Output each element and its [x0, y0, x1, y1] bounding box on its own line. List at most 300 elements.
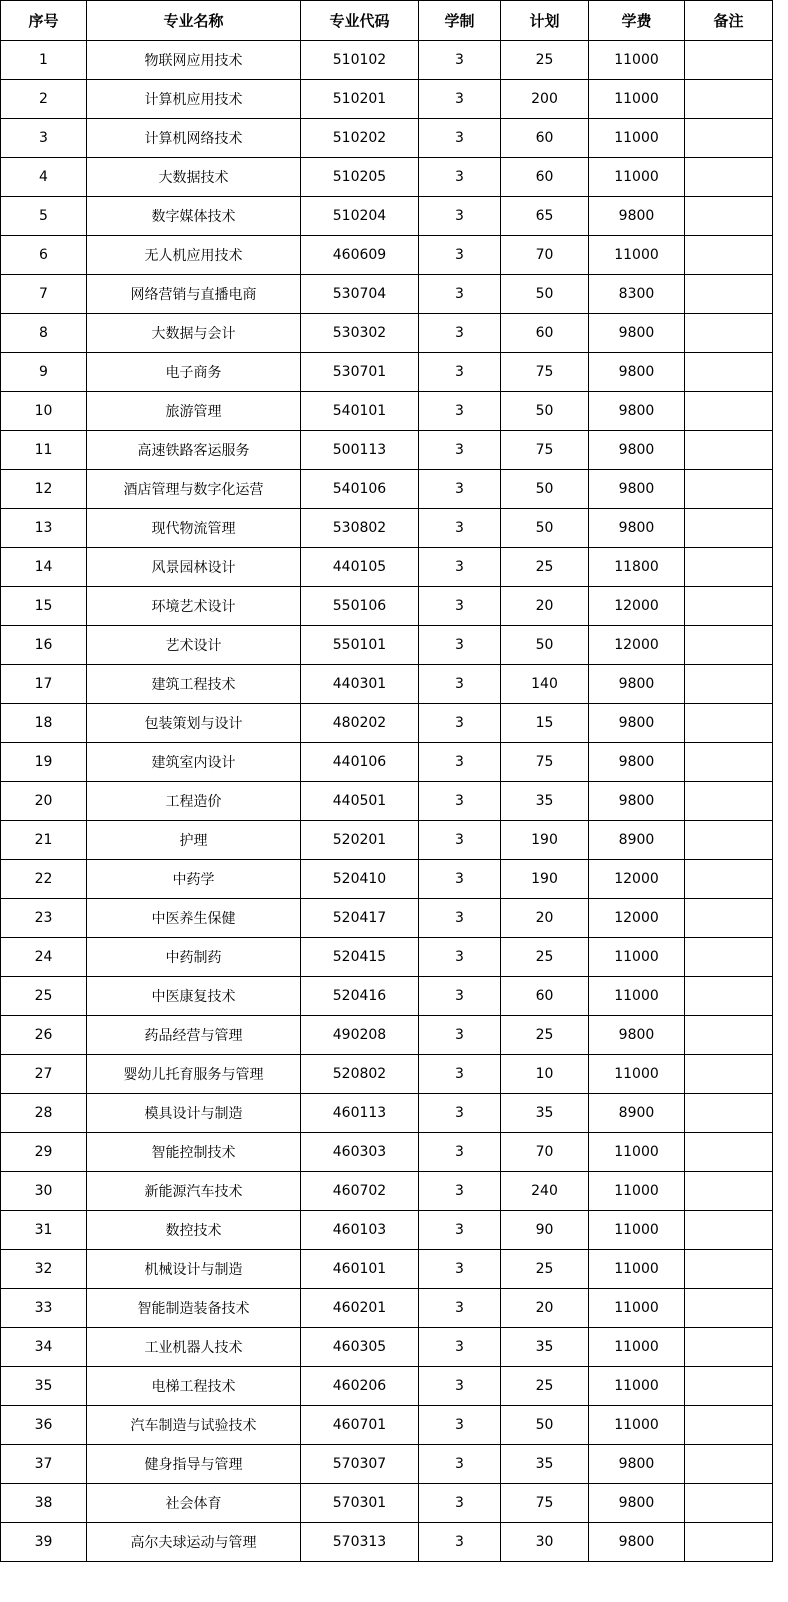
cell-serial-number: 36 — [1, 1406, 87, 1445]
cell-remarks — [685, 1250, 773, 1289]
table-row — [1, 1172, 773, 1211]
cell-tuition: 12000 — [589, 860, 685, 899]
cell-duration: 3 — [419, 1055, 501, 1094]
cell-plan: 190 — [501, 821, 589, 860]
cell-duration: 3 — [419, 1250, 501, 1289]
cell-serial-number: 19 — [1, 743, 87, 782]
cell-tuition: 11000 — [589, 80, 685, 119]
cell-duration: 3 — [419, 353, 501, 392]
cell-major-name: 电子商务 — [87, 353, 301, 392]
cell-major-code: 530704 — [301, 275, 419, 314]
table-row — [1, 938, 773, 977]
cell-major-name: 艺术设计 — [87, 626, 301, 665]
cell-duration: 3 — [419, 431, 501, 470]
cell-serial-number: 26 — [1, 1016, 87, 1055]
cell-serial-number: 3 — [1, 119, 87, 158]
cell-major-code: 510204 — [301, 197, 419, 236]
cell-serial-number: 5 — [1, 197, 87, 236]
cell-duration: 3 — [419, 1328, 501, 1367]
cell-tuition: 9800 — [589, 509, 685, 548]
header-duration: 学制 — [419, 1, 501, 41]
cell-remarks — [685, 1445, 773, 1484]
cell-remarks — [685, 236, 773, 275]
cell-major-name: 酒店管理与数字化运营 — [87, 470, 301, 509]
table-row — [1, 626, 773, 665]
table-row — [1, 704, 773, 743]
cell-plan: 50 — [501, 392, 589, 431]
cell-serial-number: 21 — [1, 821, 87, 860]
cell-major-name: 中医康复技术 — [87, 977, 301, 1016]
cell-major-name: 大数据技术 — [87, 158, 301, 197]
cell-tuition: 9800 — [589, 1484, 685, 1523]
cell-remarks — [685, 353, 773, 392]
table-row — [1, 821, 773, 860]
cell-duration: 3 — [419, 1406, 501, 1445]
cell-tuition: 9800 — [589, 392, 685, 431]
cell-plan: 25 — [501, 938, 589, 977]
table-row — [1, 431, 773, 470]
cell-serial-number: 6 — [1, 236, 87, 275]
cell-major-code: 530701 — [301, 353, 419, 392]
table-row — [1, 158, 773, 197]
cell-remarks — [685, 197, 773, 236]
cell-major-code: 510102 — [301, 41, 419, 80]
cell-remarks — [685, 509, 773, 548]
cell-major-code: 520201 — [301, 821, 419, 860]
table-row — [1, 1094, 773, 1133]
cell-major-name: 网络营销与直播电商 — [87, 275, 301, 314]
cell-duration: 3 — [419, 743, 501, 782]
table-row — [1, 977, 773, 1016]
cell-duration: 3 — [419, 1211, 501, 1250]
table-row — [1, 1016, 773, 1055]
cell-duration: 3 — [419, 782, 501, 821]
cell-major-name: 计算机网络技术 — [87, 119, 301, 158]
table-row — [1, 665, 773, 704]
table-row — [1, 1289, 773, 1328]
cell-plan: 200 — [501, 80, 589, 119]
table-row — [1, 1484, 773, 1523]
cell-remarks — [685, 119, 773, 158]
cell-tuition: 12000 — [589, 626, 685, 665]
cell-tuition: 11000 — [589, 1289, 685, 1328]
cell-plan: 240 — [501, 1172, 589, 1211]
cell-major-name: 建筑工程技术 — [87, 665, 301, 704]
cell-remarks — [685, 938, 773, 977]
cell-major-name: 风景园林设计 — [87, 548, 301, 587]
cell-plan: 50 — [501, 1406, 589, 1445]
table-row — [1, 392, 773, 431]
table-row — [1, 860, 773, 899]
cell-remarks — [685, 821, 773, 860]
cell-plan: 25 — [501, 548, 589, 587]
cell-duration: 3 — [419, 860, 501, 899]
cell-major-name: 旅游管理 — [87, 392, 301, 431]
cell-major-code: 490208 — [301, 1016, 419, 1055]
cell-major-name: 智能制造装备技术 — [87, 1289, 301, 1328]
table-row — [1, 314, 773, 353]
cell-duration: 3 — [419, 158, 501, 197]
cell-serial-number: 15 — [1, 587, 87, 626]
cell-tuition: 12000 — [589, 587, 685, 626]
cell-plan: 190 — [501, 860, 589, 899]
cell-tuition: 9800 — [589, 665, 685, 704]
cell-remarks — [685, 704, 773, 743]
cell-major-name: 智能控制技术 — [87, 1133, 301, 1172]
cell-major-name: 数字媒体技术 — [87, 197, 301, 236]
table-row — [1, 1211, 773, 1250]
cell-plan: 75 — [501, 1484, 589, 1523]
cell-plan: 35 — [501, 1094, 589, 1133]
table-row — [1, 1445, 773, 1484]
cell-major-code: 540106 — [301, 470, 419, 509]
cell-major-name: 现代物流管理 — [87, 509, 301, 548]
cell-major-name: 无人机应用技术 — [87, 236, 301, 275]
cell-remarks — [685, 1211, 773, 1250]
cell-duration: 3 — [419, 314, 501, 353]
cell-tuition: 9800 — [589, 353, 685, 392]
cell-duration: 3 — [419, 275, 501, 314]
cell-duration: 3 — [419, 80, 501, 119]
cell-major-name: 机械设计与制造 — [87, 1250, 301, 1289]
cell-tuition: 12000 — [589, 899, 685, 938]
cell-major-code: 510202 — [301, 119, 419, 158]
cell-major-name: 社会体育 — [87, 1484, 301, 1523]
cell-tuition: 11000 — [589, 938, 685, 977]
cell-remarks — [685, 782, 773, 821]
cell-tuition: 11000 — [589, 977, 685, 1016]
cell-plan: 30 — [501, 1523, 589, 1562]
cell-serial-number: 32 — [1, 1250, 87, 1289]
cell-serial-number: 28 — [1, 1094, 87, 1133]
cell-tuition: 11000 — [589, 1406, 685, 1445]
cell-plan: 10 — [501, 1055, 589, 1094]
cell-tuition: 9800 — [589, 314, 685, 353]
cell-serial-number: 18 — [1, 704, 87, 743]
cell-tuition: 9800 — [589, 704, 685, 743]
header-major-code: 专业代码 — [301, 1, 419, 41]
cell-plan: 60 — [501, 977, 589, 1016]
cell-major-code: 520415 — [301, 938, 419, 977]
cell-duration: 3 — [419, 1289, 501, 1328]
header-tuition: 学费 — [589, 1, 685, 41]
cell-major-name: 高速铁路客运服务 — [87, 431, 301, 470]
cell-duration: 3 — [419, 1172, 501, 1211]
cell-plan: 25 — [501, 1250, 589, 1289]
cell-major-code: 530802 — [301, 509, 419, 548]
table-row — [1, 236, 773, 275]
cell-major-code: 460701 — [301, 1406, 419, 1445]
cell-major-code: 550106 — [301, 587, 419, 626]
cell-major-code: 460101 — [301, 1250, 419, 1289]
cell-tuition: 11000 — [589, 1133, 685, 1172]
cell-major-code: 500113 — [301, 431, 419, 470]
cell-serial-number: 8 — [1, 314, 87, 353]
table-body — [1, 41, 773, 1562]
cell-remarks — [685, 899, 773, 938]
cell-major-name: 药品经营与管理 — [87, 1016, 301, 1055]
cell-plan: 50 — [501, 626, 589, 665]
cell-plan: 70 — [501, 1133, 589, 1172]
cell-remarks — [685, 392, 773, 431]
cell-plan: 90 — [501, 1211, 589, 1250]
cell-serial-number: 29 — [1, 1133, 87, 1172]
cell-plan: 25 — [501, 41, 589, 80]
cell-major-name: 新能源汽车技术 — [87, 1172, 301, 1211]
cell-duration: 3 — [419, 977, 501, 1016]
cell-serial-number: 24 — [1, 938, 87, 977]
cell-remarks — [685, 1055, 773, 1094]
cell-serial-number: 27 — [1, 1055, 87, 1094]
cell-tuition: 9800 — [589, 743, 685, 782]
cell-major-name: 计算机应用技术 — [87, 80, 301, 119]
cell-duration: 3 — [419, 1016, 501, 1055]
cell-plan: 25 — [501, 1016, 589, 1055]
cell-tuition: 11000 — [589, 41, 685, 80]
cell-tuition: 9800 — [589, 431, 685, 470]
cell-major-code: 460609 — [301, 236, 419, 275]
cell-tuition: 9800 — [589, 1445, 685, 1484]
cell-duration: 3 — [419, 1484, 501, 1523]
cell-duration: 3 — [419, 392, 501, 431]
cell-serial-number: 30 — [1, 1172, 87, 1211]
cell-remarks — [685, 1289, 773, 1328]
cell-tuition: 11000 — [589, 158, 685, 197]
cell-major-code: 460702 — [301, 1172, 419, 1211]
table-row — [1, 119, 773, 158]
table-row — [1, 197, 773, 236]
cell-tuition: 9800 — [589, 782, 685, 821]
cell-duration: 3 — [419, 236, 501, 275]
table-row — [1, 41, 773, 80]
cell-plan: 60 — [501, 119, 589, 158]
cell-plan: 70 — [501, 236, 589, 275]
cell-remarks — [685, 1172, 773, 1211]
cell-plan: 15 — [501, 704, 589, 743]
cell-tuition: 8300 — [589, 275, 685, 314]
cell-duration: 3 — [419, 119, 501, 158]
cell-duration: 3 — [419, 626, 501, 665]
cell-major-code: 480202 — [301, 704, 419, 743]
table-row — [1, 587, 773, 626]
cell-tuition: 11000 — [589, 1250, 685, 1289]
header-remarks: 备注 — [685, 1, 773, 41]
cell-major-name: 建筑室内设计 — [87, 743, 301, 782]
cell-major-code: 520410 — [301, 860, 419, 899]
cell-major-name: 工业机器人技术 — [87, 1328, 301, 1367]
table-row — [1, 470, 773, 509]
cell-major-name: 汽车制造与试验技术 — [87, 1406, 301, 1445]
cell-remarks — [685, 275, 773, 314]
cell-serial-number: 20 — [1, 782, 87, 821]
cell-serial-number: 38 — [1, 1484, 87, 1523]
cell-duration: 3 — [419, 1133, 501, 1172]
cell-tuition: 9800 — [589, 1523, 685, 1562]
cell-remarks — [685, 860, 773, 899]
table-header — [1, 1, 773, 41]
cell-plan: 35 — [501, 1328, 589, 1367]
cell-major-code: 540101 — [301, 392, 419, 431]
cell-plan: 75 — [501, 353, 589, 392]
cell-major-code: 440105 — [301, 548, 419, 587]
cell-serial-number: 39 — [1, 1523, 87, 1562]
cell-major-name: 中药学 — [87, 860, 301, 899]
cell-remarks — [685, 1016, 773, 1055]
cell-serial-number: 33 — [1, 1289, 87, 1328]
cell-major-code: 440501 — [301, 782, 419, 821]
cell-duration: 3 — [419, 470, 501, 509]
cell-plan: 50 — [501, 275, 589, 314]
cell-plan: 60 — [501, 158, 589, 197]
cell-duration: 3 — [419, 899, 501, 938]
header-row — [1, 1, 773, 41]
cell-major-code: 460303 — [301, 1133, 419, 1172]
cell-remarks — [685, 548, 773, 587]
cell-major-name: 包装策划与设计 — [87, 704, 301, 743]
cell-remarks — [685, 587, 773, 626]
cell-remarks — [685, 626, 773, 665]
cell-major-name: 高尔夫球运动与管理 — [87, 1523, 301, 1562]
table-row — [1, 782, 773, 821]
cell-serial-number: 4 — [1, 158, 87, 197]
table-row — [1, 743, 773, 782]
table-row — [1, 275, 773, 314]
cell-major-code: 520416 — [301, 977, 419, 1016]
cell-duration: 3 — [419, 548, 501, 587]
cell-remarks — [685, 1523, 773, 1562]
cell-plan: 20 — [501, 899, 589, 938]
cell-major-name: 婴幼儿托育服务与管理 — [87, 1055, 301, 1094]
table-row — [1, 1055, 773, 1094]
cell-serial-number: 25 — [1, 977, 87, 1016]
cell-serial-number: 7 — [1, 275, 87, 314]
cell-serial-number: 1 — [1, 41, 87, 80]
cell-plan: 50 — [501, 470, 589, 509]
cell-plan: 25 — [501, 1367, 589, 1406]
cell-tuition: 11800 — [589, 548, 685, 587]
cell-tuition: 9800 — [589, 1016, 685, 1055]
cell-plan: 75 — [501, 431, 589, 470]
cell-tuition: 9800 — [589, 470, 685, 509]
cell-major-code: 460305 — [301, 1328, 419, 1367]
cell-serial-number: 16 — [1, 626, 87, 665]
cell-serial-number: 13 — [1, 509, 87, 548]
cell-major-code: 570301 — [301, 1484, 419, 1523]
cell-tuition: 11000 — [589, 1055, 685, 1094]
header-serial-number: 序号 — [1, 1, 87, 41]
cell-serial-number: 12 — [1, 470, 87, 509]
table-row — [1, 1250, 773, 1289]
cell-duration: 3 — [419, 1445, 501, 1484]
cell-major-name: 中医养生保健 — [87, 899, 301, 938]
cell-remarks — [685, 431, 773, 470]
table-row — [1, 80, 773, 119]
cell-major-code: 460206 — [301, 1367, 419, 1406]
cell-serial-number: 37 — [1, 1445, 87, 1484]
cell-remarks — [685, 1094, 773, 1133]
cell-duration: 3 — [419, 704, 501, 743]
cell-remarks — [685, 470, 773, 509]
cell-remarks — [685, 158, 773, 197]
cell-major-name: 模具设计与制造 — [87, 1094, 301, 1133]
cell-duration: 3 — [419, 587, 501, 626]
cell-duration: 3 — [419, 821, 501, 860]
cell-tuition: 8900 — [589, 821, 685, 860]
cell-remarks — [685, 80, 773, 119]
cell-serial-number: 9 — [1, 353, 87, 392]
cell-tuition: 11000 — [589, 119, 685, 158]
cell-remarks — [685, 1406, 773, 1445]
cell-serial-number: 10 — [1, 392, 87, 431]
cell-remarks — [685, 743, 773, 782]
cell-plan: 65 — [501, 197, 589, 236]
cell-major-name: 健身指导与管理 — [87, 1445, 301, 1484]
cell-serial-number: 17 — [1, 665, 87, 704]
cell-major-code: 440301 — [301, 665, 419, 704]
table-row — [1, 1523, 773, 1562]
cell-duration: 3 — [419, 1523, 501, 1562]
cell-remarks — [685, 977, 773, 1016]
cell-remarks — [685, 1328, 773, 1367]
cell-serial-number: 23 — [1, 899, 87, 938]
cell-serial-number: 14 — [1, 548, 87, 587]
cell-serial-number: 35 — [1, 1367, 87, 1406]
cell-duration: 3 — [419, 938, 501, 977]
cell-plan: 35 — [501, 782, 589, 821]
table-row — [1, 1133, 773, 1172]
table-row — [1, 548, 773, 587]
table-row — [1, 1406, 773, 1445]
cell-major-code: 530302 — [301, 314, 419, 353]
cell-tuition: 11000 — [589, 1211, 685, 1250]
cell-plan: 60 — [501, 314, 589, 353]
cell-plan: 50 — [501, 509, 589, 548]
cell-major-code: 570307 — [301, 1445, 419, 1484]
cell-major-code: 520802 — [301, 1055, 419, 1094]
cell-tuition: 8900 — [589, 1094, 685, 1133]
cell-serial-number: 2 — [1, 80, 87, 119]
cell-plan: 20 — [501, 1289, 589, 1328]
table-row — [1, 353, 773, 392]
cell-remarks — [685, 1367, 773, 1406]
table-row — [1, 509, 773, 548]
header-major-name: 专业名称 — [87, 1, 301, 41]
cell-remarks — [685, 41, 773, 80]
cell-major-name: 物联网应用技术 — [87, 41, 301, 80]
cell-duration: 3 — [419, 509, 501, 548]
cell-major-name: 环境艺术设计 — [87, 587, 301, 626]
cell-major-code: 510201 — [301, 80, 419, 119]
cell-major-code: 510205 — [301, 158, 419, 197]
cell-duration: 3 — [419, 1094, 501, 1133]
cell-major-name: 中药制药 — [87, 938, 301, 977]
cell-major-name: 电梯工程技术 — [87, 1367, 301, 1406]
cell-major-code: 550101 — [301, 626, 419, 665]
cell-tuition: 11000 — [589, 1367, 685, 1406]
cell-plan: 75 — [501, 743, 589, 782]
table-row — [1, 1328, 773, 1367]
cell-tuition: 9800 — [589, 197, 685, 236]
cell-major-name: 护理 — [87, 821, 301, 860]
cell-remarks — [685, 1133, 773, 1172]
cell-remarks — [685, 665, 773, 704]
cell-major-code: 460103 — [301, 1211, 419, 1250]
cell-duration: 3 — [419, 197, 501, 236]
cell-major-code: 520417 — [301, 899, 419, 938]
cell-serial-number: 22 — [1, 860, 87, 899]
cell-major-name: 工程造价 — [87, 782, 301, 821]
cell-tuition: 11000 — [589, 236, 685, 275]
